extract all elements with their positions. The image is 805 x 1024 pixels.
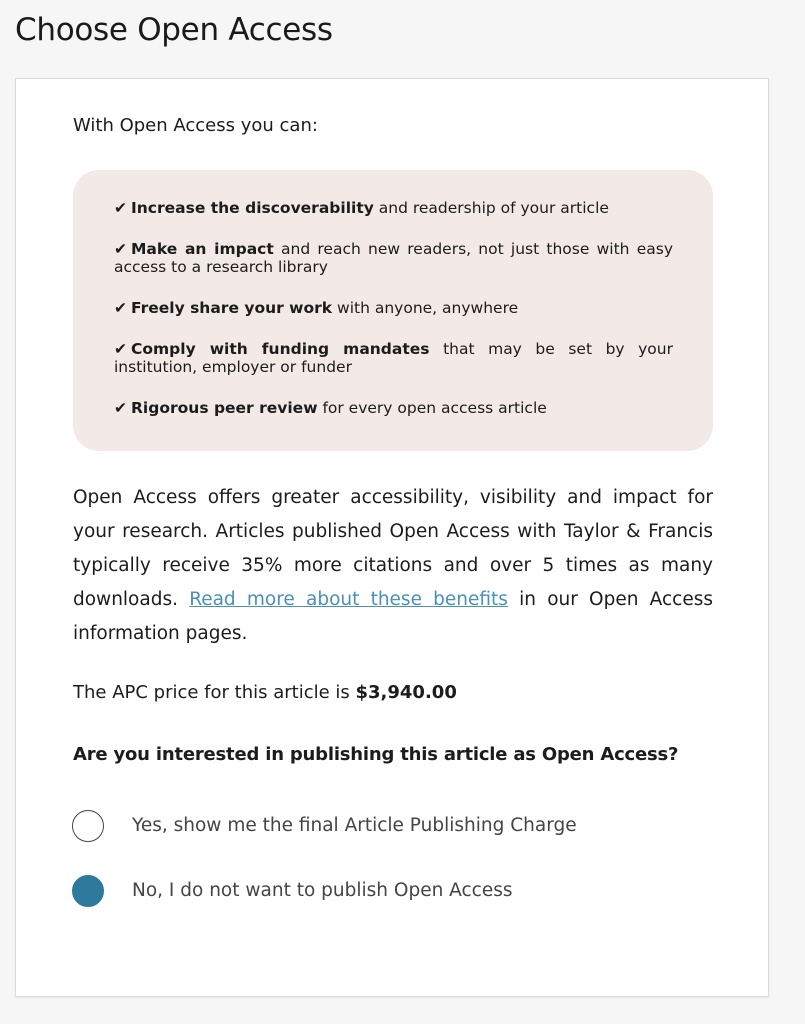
- benefits-list: [114, 199, 673, 417]
- intro-text: With Open Access you can:: [73, 115, 318, 136]
- benefit-text: for every open access article: [317, 399, 547, 417]
- benefit-bold: Comply with funding mandates: [131, 340, 430, 358]
- apc-price: $3,940.00: [355, 682, 457, 703]
- radio-label-yes[interactable]: Yes, show me the final Article Publishing Charge: [132, 815, 577, 836]
- benefit-text: that may be set by your institution, employer or funder: [114, 340, 673, 376]
- benefit-item: [114, 399, 673, 417]
- radio-label-no[interactable]: No, I do not want to publish Open Access: [132, 880, 513, 901]
- benefit-text: with anyone, anywhere: [332, 299, 519, 317]
- radio-option-yes[interactable]: [72, 810, 577, 842]
- benefit-text: and reach new readers, not just those with easy access to a research library: [114, 240, 673, 276]
- read-more-benefits-link[interactable]: Read more about these benefits: [189, 589, 508, 610]
- description-text: Open Access offers greater accessibility, visibility and impact for your research. Articles published Open Access with Taylor & Francis typically receive 35% more citations and over 5 times as many downloads.: [73, 487, 713, 610]
- open-access-description: [73, 481, 713, 651]
- checkmark-icon: ✔: [114, 240, 127, 258]
- checkmark-icon: ✔: [114, 299, 127, 317]
- apc-label: The APC price for this article is: [73, 682, 356, 703]
- benefit-text: and readership of your article: [373, 199, 609, 217]
- benefit-bold: Rigorous peer review: [131, 399, 318, 417]
- apc-price-line: [73, 679, 457, 707]
- benefit-bold: Make an impact: [131, 240, 274, 258]
- radio-option-no[interactable]: [72, 875, 513, 907]
- checkmark-icon: ✔: [114, 399, 127, 417]
- open-access-card: [15, 78, 769, 997]
- radio-button-yes[interactable]: [72, 810, 104, 842]
- checkmark-icon: ✔: [114, 199, 127, 217]
- radio-button-no[interactable]: [72, 875, 104, 907]
- benefit-bold: Freely share your work: [131, 299, 333, 317]
- benefit-item: [114, 199, 673, 217]
- description-text-end: in our Open Access information pages.: [73, 589, 714, 644]
- checkmark-icon: ✔: [114, 340, 127, 358]
- page-title: Choose Open Access: [15, 12, 333, 48]
- benefit-item: [114, 240, 673, 276]
- benefit-bold: Increase the discoverability: [131, 199, 374, 217]
- benefit-item: [114, 340, 673, 376]
- benefits-box: [73, 170, 713, 451]
- benefit-item: [114, 299, 673, 317]
- open-access-question: Are you interested in publishing this article as Open Access?: [73, 744, 679, 765]
